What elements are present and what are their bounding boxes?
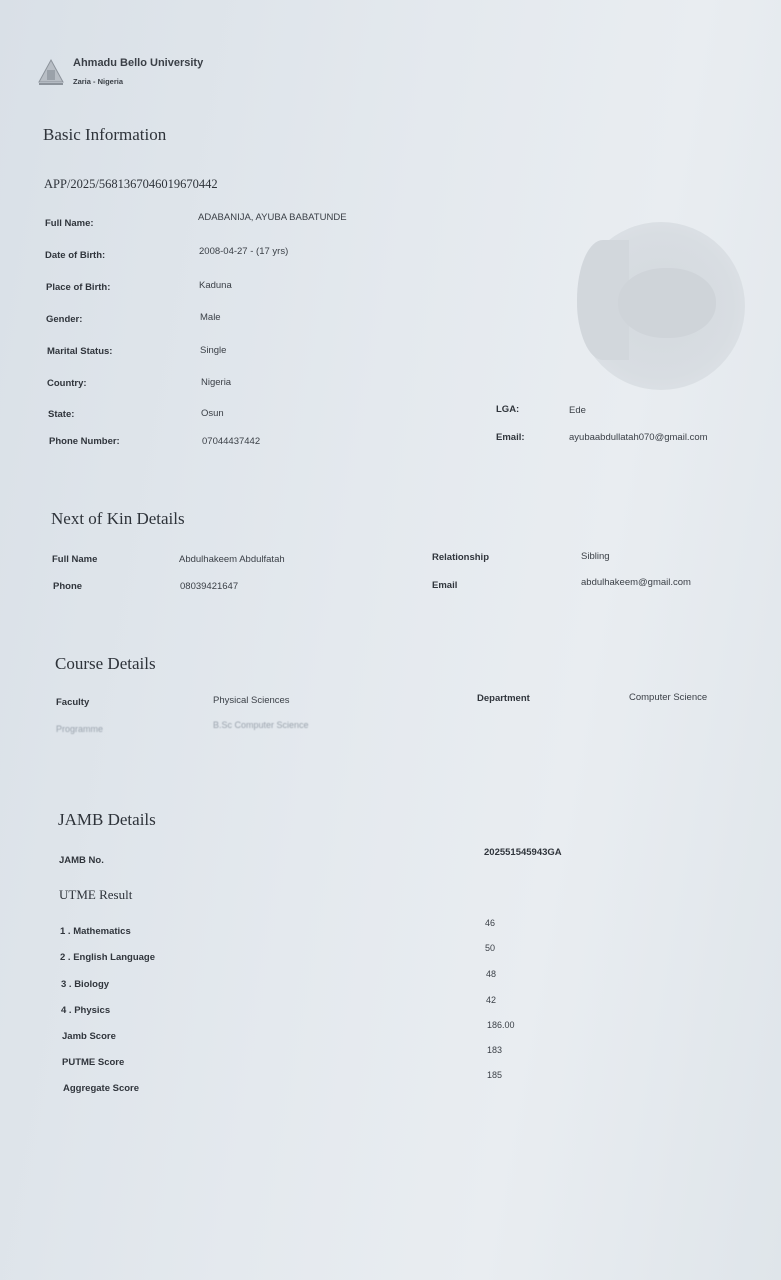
kin-email-value: abdulhakeem@gmail.com <box>581 577 691 588</box>
pob-label: Place of Birth: <box>46 282 111 293</box>
pob-value: Kaduna <box>199 280 232 291</box>
result-label: 1 . Mathematics <box>60 926 131 937</box>
lga-label: LGA: <box>496 404 520 415</box>
kin-relationship-value: Sibling <box>581 551 610 562</box>
jamb-no-label: JAMB No. <box>59 855 104 866</box>
result-value: 186.00 <box>487 1020 515 1030</box>
university-logo-icon <box>36 58 66 88</box>
result-label: 2 . English Language <box>60 952 156 963</box>
photo-avatar-icon <box>618 268 716 338</box>
university-name: Ahmadu Bello University <box>73 57 204 69</box>
dob-label: Date of Birth: <box>45 250 106 261</box>
result-value: 46 <box>485 918 496 928</box>
kin-phone-label: Phone <box>53 581 83 592</box>
state-value: Osun <box>201 408 224 419</box>
email-value: ayubaabdullatah070@gmail.com <box>569 432 708 443</box>
university-location: Zaria - Nigeria <box>73 77 124 86</box>
faculty-value: Physical Sciences <box>213 695 290 706</box>
result-value: 183 <box>487 1045 503 1055</box>
marital-status-value: Single <box>200 345 227 356</box>
result-label: Aggregate Score <box>63 1083 140 1094</box>
kin-name-value: Abdulhakeem Abdulfatah <box>179 554 285 565</box>
result-value: 42 <box>486 995 497 1005</box>
utme-result-title: UTME Result <box>59 887 133 902</box>
result-label: Jamb Score <box>62 1031 116 1042</box>
gender-value: Male <box>200 312 221 323</box>
course-details-title: Course Details <box>55 654 156 673</box>
kin-phone-value: 08039421647 <box>180 581 239 592</box>
kin-relationship-label: Relationship <box>432 552 490 563</box>
next-of-kin-title: Next of Kin Details <box>51 509 185 528</box>
result-label: PUTME Score <box>62 1057 125 1068</box>
phone-number-value: 07044437442 <box>202 436 261 447</box>
gender-label: Gender: <box>46 314 83 325</box>
kin-name-label: Full Name <box>52 554 98 565</box>
programme-label: Programme <box>56 724 104 734</box>
result-value: 185 <box>487 1070 503 1080</box>
full-name-value: ADABANIJA, AYUBA BABATUNDE <box>198 212 347 223</box>
faculty-label: Faculty <box>56 697 90 708</box>
country-value: Nigeria <box>201 377 232 388</box>
result-label: 4 . Physics <box>61 1005 111 1016</box>
department-label: Department <box>477 693 530 704</box>
full-name-label: Full Name: <box>45 218 94 229</box>
email-label: Email: <box>496 432 525 443</box>
programme-value: B.Sc Computer Science <box>213 720 309 730</box>
phone-number-label: Phone Number: <box>49 436 120 447</box>
kin-email-label: Email <box>432 580 458 591</box>
lga-value: Ede <box>569 405 586 416</box>
country-label: Country: <box>47 378 87 389</box>
basic-info-title: Basic Information <box>43 125 167 144</box>
application-number: APP/2025/5681367046019670442 <box>44 177 218 191</box>
dob-value: 2008-04-27 - (17 yrs) <box>199 246 289 257</box>
result-value: 50 <box>485 943 496 953</box>
state-label: State: <box>48 409 75 420</box>
result-value: 48 <box>486 969 497 979</box>
marital-status-label: Marital Status: <box>47 346 113 357</box>
jamb-details-title: JAMB Details <box>58 810 156 829</box>
result-label: 3 . Biology <box>61 979 110 990</box>
jamb-no-value: 202551545943GA <box>484 847 562 858</box>
department-value: Computer Science <box>629 692 708 703</box>
